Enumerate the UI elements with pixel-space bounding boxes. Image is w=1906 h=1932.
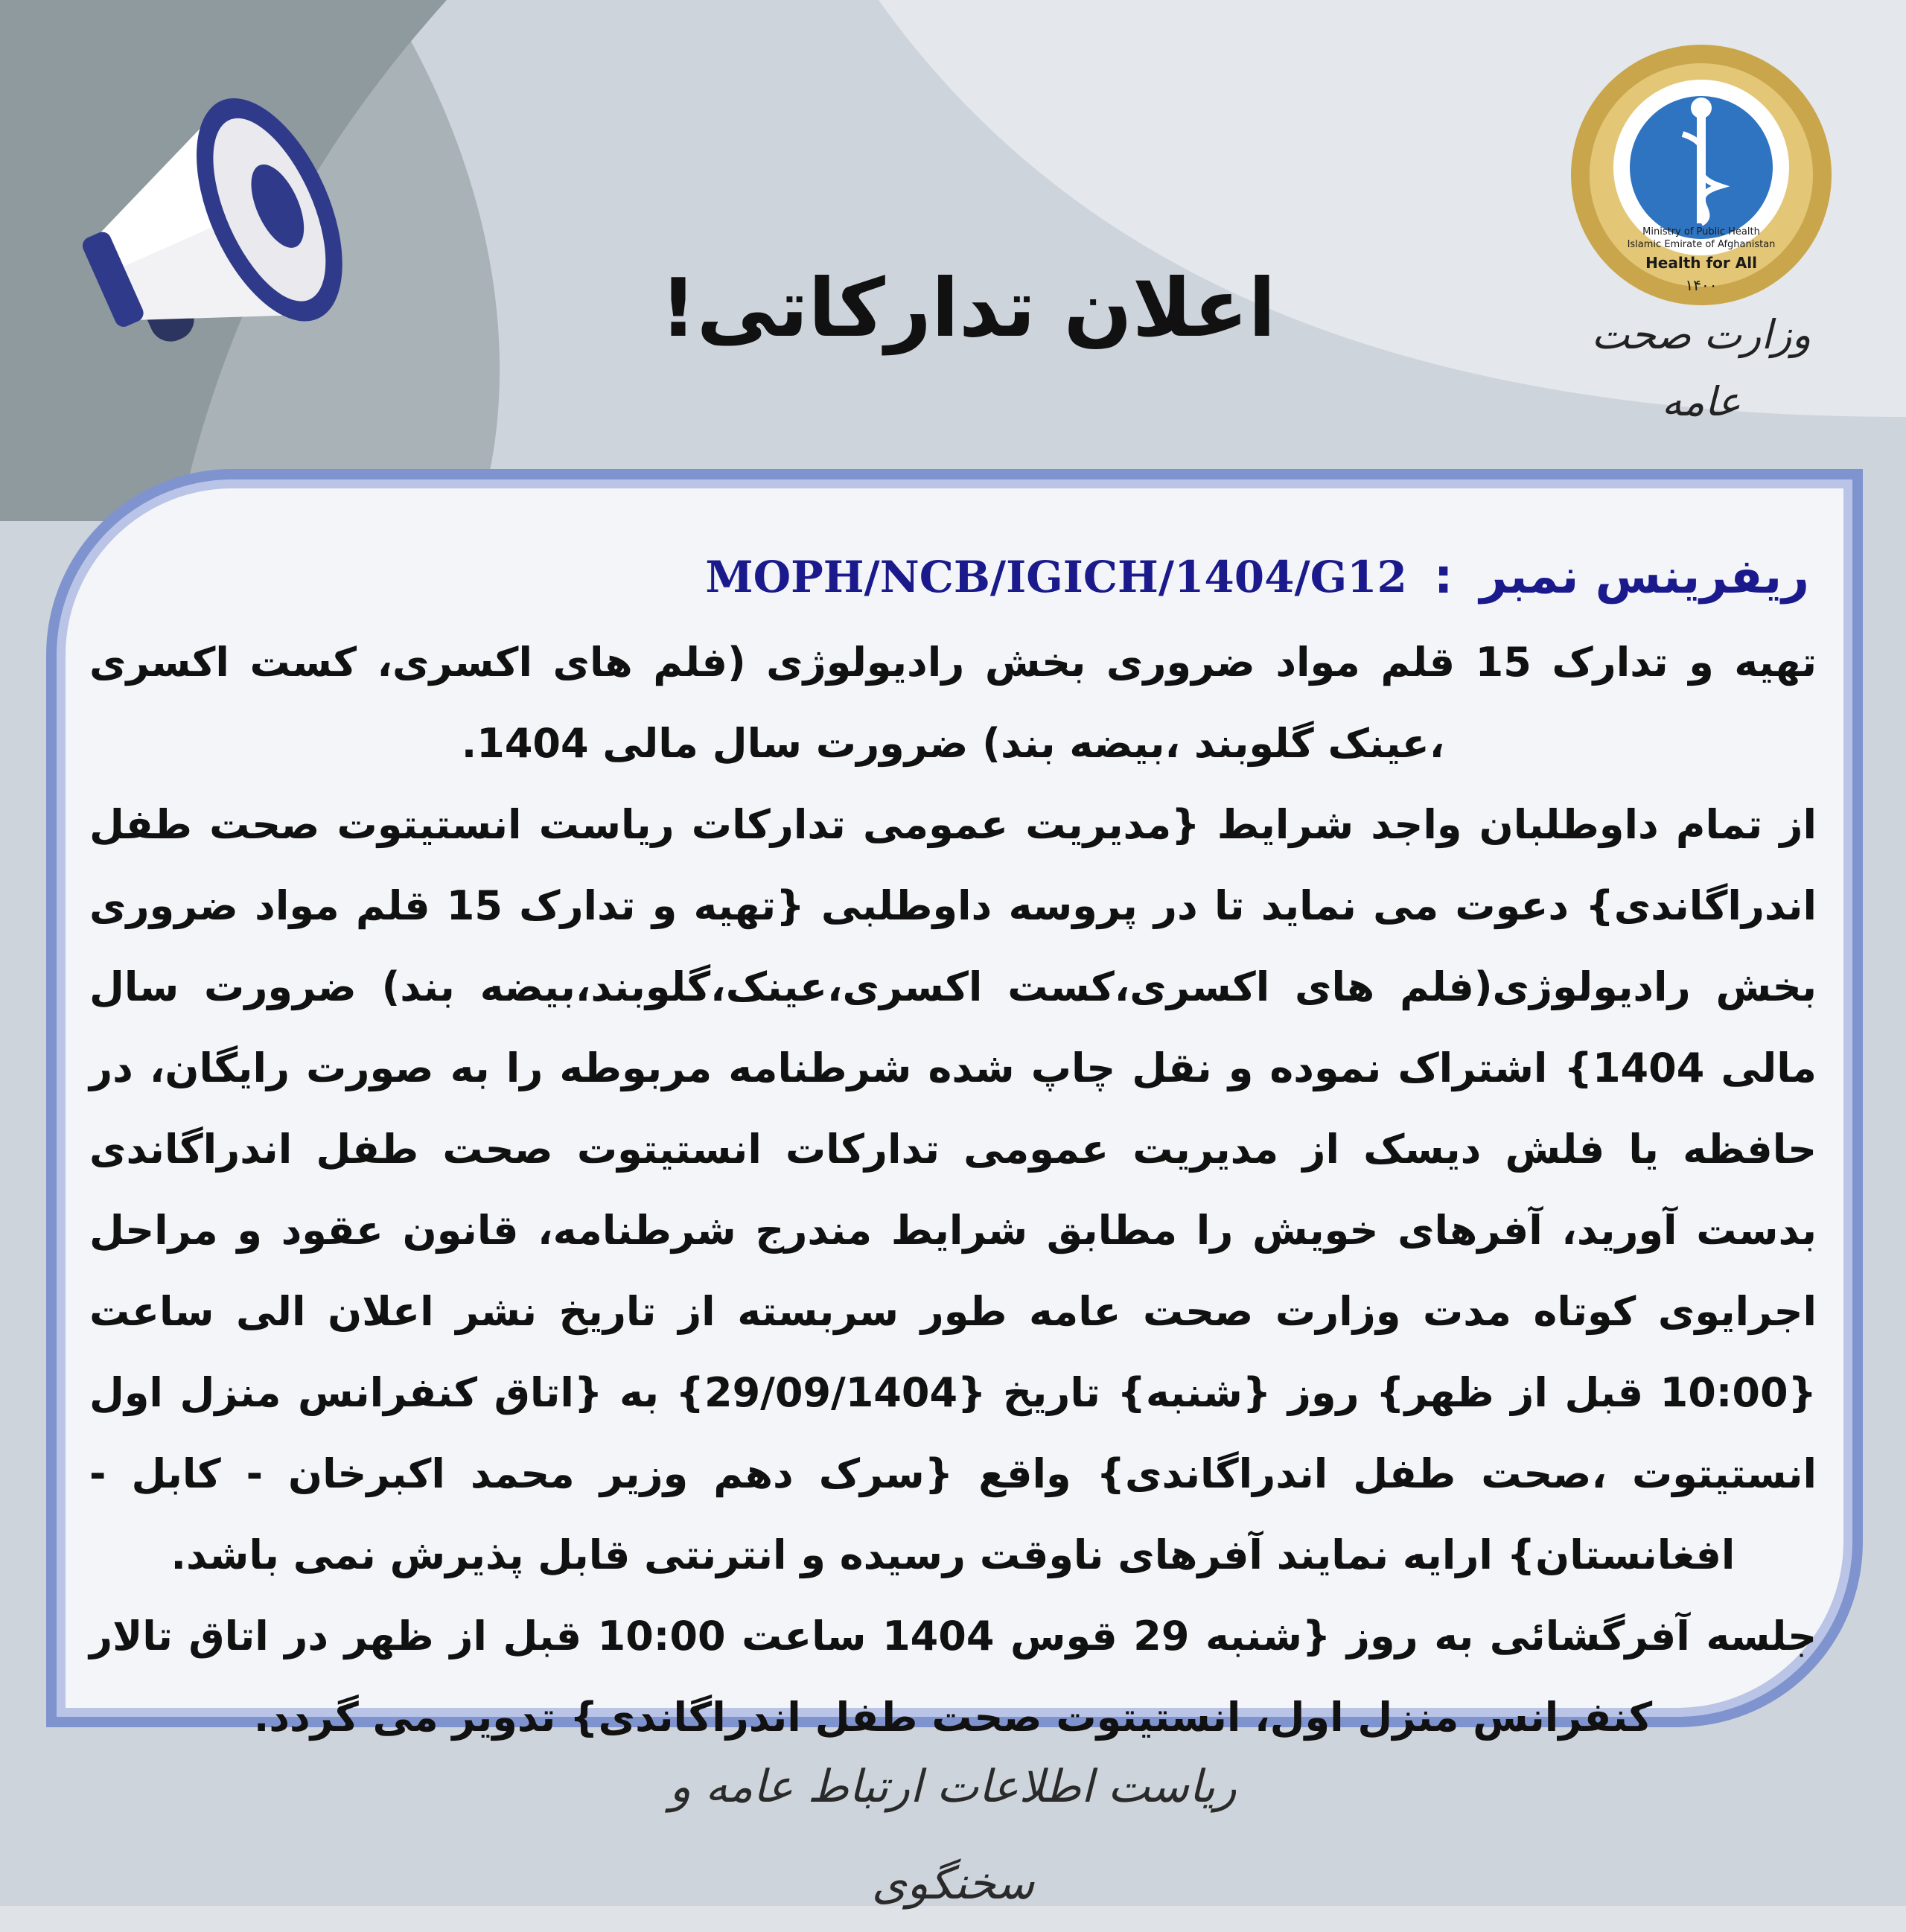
reference-number: MOPH/NCB/IGICH/1404/G12 [705, 552, 1407, 602]
ministry-logo [1549, 45, 1854, 320]
reference-label: ریفرینس نمبر [1479, 549, 1809, 605]
logo-emirate-en: Islamic Emirate of Afghanistan [1627, 239, 1776, 250]
megaphone-icon [74, 52, 476, 395]
page-title: اعلان تدارکاتی! [660, 262, 1276, 355]
logo-ministry-en: Ministry of Public Health [1642, 226, 1760, 237]
logo-year: ۱۴۰۰ [1685, 276, 1718, 294]
footer-signature: ریاست اطلاعات ارتباط عامه و سخنگوی [669, 1761, 1237, 1910]
notice-invitation: از تمام داوطلبان واجد شرایط {مدیریت عمومی تدارکات ریاست انستیتوت صحت طفل اندراگاندی} دعوت می نماید تا در پروسه داوطلبی {تهیه و تدارک 15 قلم مواد ضروری بخش رادیولوژی(فلم های اکسری،کست اکسری،عینک،گلوبند،بیضه بند) ضرورت سال مالی 1404} اشتراک نموده و نقل چاپ شده شرطنامه مربوطه را به صورت رایگان، در حافظه یا فلش دیسک از مدیریت عمومی تدارکات انستیتوت صحت طفل اندراگاندی بدست آورید، آفرهای خویش را مطابق شرایط مندرج شرطنامه، قانون عقود و مراحل اجرایوی کوتاه مدت وزارت صحت عامه طور سربسته از تاریخ نشر اعلان الی ساعت {10:00 قبل از ظهر} روز {شنبه} تاریخ {29/09/1404} به {اتاق کنفرانس منزل اول انستیتوت ،صحت طفل اندراگاندی} واقع {سرک دهم وزیر محمد اکبرخان - کابل - افغانستان} ارایه نمایند آفرهای ناوقت رسیده و انترنتی قابل پذیرش نمی باشد. [89, 801, 1817, 1578]
reference-separator: : [1433, 549, 1453, 605]
notice-subject: تهیه و تدارک 15 قلم مواد ضروری بخش رادیولوژی (فلم های اکسری، کست اکسری ،عینک گلوبند ،بیضه بند) ضرورت سال مالی 1404. [89, 639, 1817, 767]
notice-bid-opening: جلسه آفرگشائی به روز {شنبه 29 قوس 1404 ساعت 10:00 قبل از ظهر در اتاق تالار کنفرانس منزل اول، انستیتوت صحت طفل اندراگاندی} تدویر می گردد. [89, 1613, 1817, 1741]
logo-motto: Health for All [1645, 254, 1757, 272]
notice-content [89, 532, 1817, 1741]
reference-row [89, 532, 1817, 622]
ministry-caption: وزارت صحت عامه [1591, 311, 1811, 425]
